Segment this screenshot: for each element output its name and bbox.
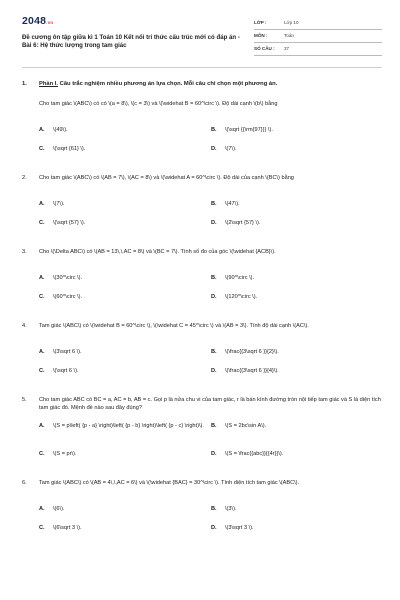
option-c[interactable]: C. \(S = pr\). bbox=[39, 451, 77, 457]
meta-label: LỚP : bbox=[254, 19, 267, 25]
option-b[interactable]: B. \(47\). bbox=[211, 201, 240, 207]
section-text: Câu trắc nghiệm nhiều phương án lựa chọn. Mỗi câu chỉ chọn một phương án. bbox=[58, 81, 278, 87]
option-d[interactable]: D. \(120^\circ \). bbox=[211, 294, 258, 300]
header-divider bbox=[22, 67, 382, 68]
option-b[interactable]: B. \(3\). bbox=[211, 506, 237, 512]
question-list bbox=[22, 80, 382, 543]
options bbox=[39, 274, 383, 312]
options bbox=[39, 126, 383, 164]
meta-label: MÔN : bbox=[254, 32, 268, 38]
option-b[interactable]: B. \(\frac{{3\sqrt 6 }}{2}\). bbox=[211, 349, 279, 355]
option-d[interactable]: D. \(7\). bbox=[211, 146, 237, 152]
question-number: 2. bbox=[22, 175, 27, 181]
question-5 bbox=[22, 396, 382, 469]
meta-value: Toán bbox=[284, 32, 294, 38]
option-c[interactable]: C. \(\sqrt {61} \). bbox=[39, 146, 86, 152]
option-c[interactable]: C. \(60^\circ \). bbox=[39, 294, 83, 300]
question-6 bbox=[22, 479, 382, 543]
logo-text: 2048 bbox=[22, 15, 47, 27]
options bbox=[39, 348, 383, 386]
page-header bbox=[22, 14, 382, 60]
option-a[interactable]: A. \(S = p\left( {p - a} \right)\left( {p - b} \right)\left( {p - c} \right)\). bbox=[39, 423, 204, 429]
options bbox=[39, 505, 383, 543]
section-name: Phần I. bbox=[39, 81, 59, 87]
question-2 bbox=[22, 174, 382, 238]
option-a[interactable]: A. \(49\). bbox=[39, 127, 68, 133]
option-d[interactable]: D. \(\frac{{3\sqrt 6 }}{4}\). bbox=[211, 368, 279, 374]
option-b[interactable]: B. \(\sqrt {{\rm{97}}} \). bbox=[211, 127, 273, 133]
question-number: 4. bbox=[22, 323, 27, 329]
option-c[interactable]: C. \(\sqrt 6 \). bbox=[39, 368, 79, 374]
question-number: 5. bbox=[22, 397, 27, 403]
option-c[interactable]: C. \(6\sqrt 3 \). bbox=[39, 525, 82, 531]
logo-suffix: .vn bbox=[46, 20, 54, 25]
option-a[interactable]: A. \(3\sqrt 6 \). bbox=[39, 349, 82, 355]
options bbox=[39, 200, 383, 238]
question-4 bbox=[22, 322, 382, 386]
document-title: Đề cương ôn tập giữa kì 1 Toán 10 Kết nối tri thức cấu trúc mới có đáp án - Bài 6: Hệ thức lượng trong tam giác bbox=[22, 34, 240, 50]
question-3 bbox=[22, 248, 382, 312]
meta-value: Lớp 10 bbox=[284, 19, 299, 25]
meta-row-class bbox=[254, 17, 382, 30]
question-text: Tam giác \(ABC\) có \(AB = 4\,\,AC = 6\) và \(\widehat {BAC} = 30^\circ \). Tính diện tích tam giác \(ABC\). bbox=[39, 480, 300, 486]
option-c[interactable]: C. \(\sqrt {57} \). bbox=[39, 220, 86, 226]
options bbox=[39, 422, 383, 469]
meta-value: 37 bbox=[284, 45, 290, 51]
meta-info bbox=[254, 17, 382, 56]
question-text: Cho tam giác \(ABC\) có \(AB = 7\), \(AC = 8\) và \(\widehat A = 60^\circ \). Độ dài của cạnh \(BC\) bằng bbox=[39, 175, 294, 181]
option-a[interactable]: A. \(6\). bbox=[39, 506, 65, 512]
question-number bbox=[22, 100, 39, 164]
question-number: 3. bbox=[22, 249, 27, 255]
question-text: Cho tam giác \(ABC\) có có \(a = 8\), \(c = 3\) và \(\widehat B = 60^\circ \). Độ dài cạnh \(b\) bằng bbox=[39, 101, 278, 107]
question-number: 6. bbox=[22, 480, 27, 486]
meta-row-subject bbox=[254, 30, 382, 43]
option-b[interactable]: B. \(S = 2bc\sin A\). bbox=[211, 423, 267, 429]
option-b[interactable]: B. \(90^\circ \). bbox=[211, 275, 255, 281]
option-d[interactable]: D. \(2\sqrt {57} \). bbox=[211, 220, 261, 226]
section-number: 1. bbox=[22, 81, 27, 87]
question-text: Tam giác \(ABC\) có \(\widehat B = 60^\circ \), \(\widehat C = 45^\circ \) và \(AB = 3\). Tính độ dài cạnh \(AC\). bbox=[39, 323, 309, 329]
meta-row-count bbox=[254, 43, 382, 56]
meta-label: SỐ CÂU : bbox=[254, 45, 275, 51]
section-title bbox=[22, 80, 382, 100]
option-d[interactable]: D. \(3\sqrt 3 \). bbox=[211, 525, 254, 531]
option-a[interactable]: A. \(30^\circ \). bbox=[39, 275, 83, 281]
question-text: Cho \(\Delta ABC\) có \(AB = 13\,\,AC = 8\) và \(BC = 7\). Tính số đo của góc \(\widehat {ACB}\). bbox=[39, 249, 276, 255]
question-1 bbox=[22, 100, 382, 164]
option-a[interactable]: A. \(7\). bbox=[39, 201, 65, 207]
question-text: Cho tam giác ABC có BC = a, AC = b, AB = c. Gọi p là nửa chu vi của tam giác, r là bán kính đường tròn nội tiếp tam giác và S là diện tích tam giác đó. Mệnh đề nào sau đây đúng? bbox=[39, 397, 381, 412]
option-d[interactable]: D. \(S = \frac{{abc}}{{4r}}\). bbox=[211, 451, 284, 457]
